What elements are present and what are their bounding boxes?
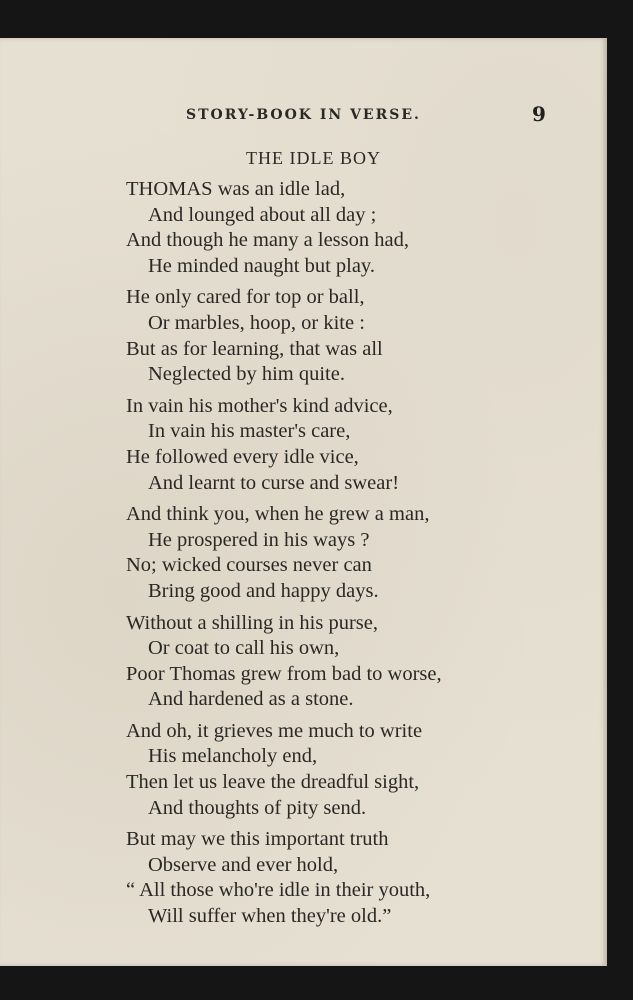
stanza-6 [126,719,546,821]
page-number: 9 [532,102,546,126]
poem-line: Or marbles, hoop, or kite : [148,311,365,334]
poem-line: He minded naught but play. [148,254,375,277]
running-head: STORY-BOOK IN VERSE. [186,107,421,123]
stanza-1 [126,177,546,279]
poem-line: And oh, it grieves me much to write [126,719,423,742]
poem-line: His melancholy end, [148,745,318,768]
poem-line: But as for learning, that was all [126,337,383,360]
poem-line: And though he many a lesson had, [126,229,409,252]
book-page [0,38,607,966]
stanza-4 [126,502,546,604]
poem-line: And learnt to curse and swear! [148,471,400,494]
poem-line: He only cared for top or ball, [126,286,365,309]
stanza-5 [126,611,546,713]
poem-line: Poor Thomas grew from bad to worse, [126,662,442,685]
poem-line: “ All those who're idle in their youth, [126,879,431,902]
poem-line: Bring good and happy days. [148,579,379,602]
poem-line: In vain his mother's kind advice, [126,394,393,417]
poem-line: In vain his master's care, [148,420,351,443]
poem-line: Will suffer when they're old.” [148,905,392,928]
stanza-2 [126,285,546,387]
poem-line: THOMAS was an idle lad, [126,178,346,200]
poem-line: Neglected by him quite. [148,363,345,386]
poem-line: And hardened as a stone. [148,688,354,711]
stanza-3 [126,394,546,496]
poem-line: He prospered in his ways ? [148,528,370,551]
poem-line: But may we this important truth [126,828,389,851]
poem-line: No; wicked courses never can [126,554,372,577]
poem-line: He followed every idle vice, [126,445,359,468]
poem-line: Observe and ever hold, [148,853,339,876]
poem-line: And thoughts of pity send. [148,796,367,819]
poem-line: Then let us leave the dreadful sight, [126,771,420,794]
poem-body [126,177,546,936]
poem-line: And think you, when he grew a man, [126,503,430,526]
stanza-7 [126,827,546,929]
poem-title: THE IDLE BOY [246,148,381,168]
poem-line: And lounged about all day ; [148,203,377,226]
poem-line: Or coat to call his own, [148,637,340,660]
poem-line: Without a shilling in his purse, [126,611,378,634]
